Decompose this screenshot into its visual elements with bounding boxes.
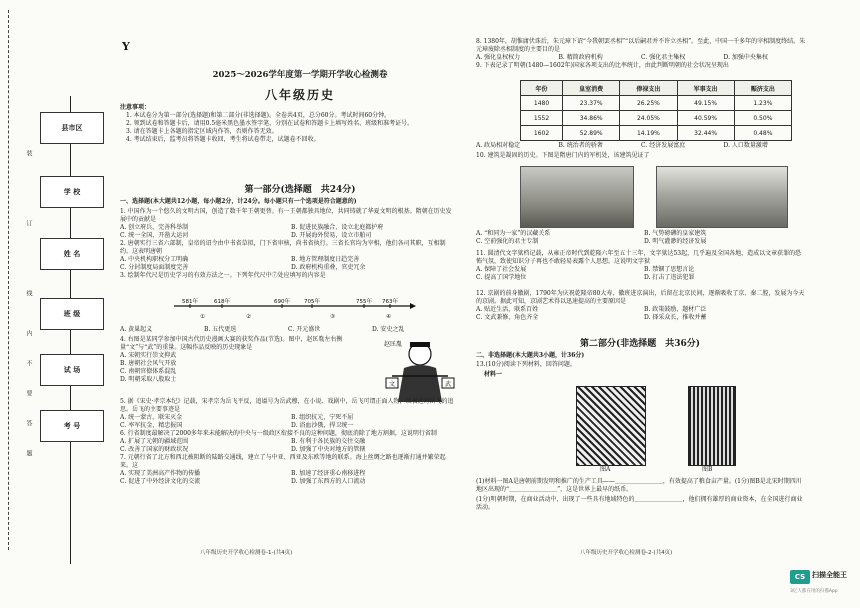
timeline-year: 581年 — [182, 299, 198, 305]
timeline-mark: ④ — [386, 314, 391, 320]
junjichu-photo-1 — [520, 166, 634, 228]
material-label: 材料一 — [484, 371, 503, 378]
question-11 — [476, 250, 806, 282]
cut-label: 要 — [25, 390, 32, 396]
option[interactable]: C. 强化君主集权 — [641, 54, 686, 61]
option[interactable]: A. 黄巢起义 — [120, 326, 153, 333]
zhao-kuangyin-cartoon — [382, 332, 458, 408]
footer-page-1: 八年级历史开学收心检测卷-1-(共4页) — [200, 550, 293, 556]
option[interactable]: B. 统治者的骄奢 — [558, 142, 603, 149]
table-cell: 34.86% — [563, 111, 620, 126]
binding-divider-line — [70, 96, 71, 564]
question-9-options — [476, 142, 806, 150]
field-room-label: 试 场 — [63, 366, 81, 374]
option[interactable]: C. 空前强化的君主专制 — [476, 238, 539, 245]
table-cell: 0.48% — [734, 126, 791, 141]
field-school[interactable] — [40, 176, 104, 208]
table-row — [521, 126, 792, 141]
question-4 — [120, 336, 382, 384]
question-stem: 6. 行省制度最解决了2000多年来未能解决的中央与一级政区衔接不良的这种问题，彻底消除了地方割据，这说明行省制 — [120, 430, 437, 437]
questions-8-9 — [476, 38, 806, 70]
exam-subject: 八年级历史 — [264, 88, 335, 102]
option[interactable]: D. 加强了中央对地方的管辖 — [291, 446, 366, 453]
question-3 — [120, 272, 456, 280]
cut-label: 订 — [25, 220, 32, 226]
table-cell: 26.25% — [620, 96, 677, 111]
field-exam-number[interactable] — [40, 410, 104, 442]
timeline-year: 690年 — [274, 299, 290, 305]
option[interactable]: A. 实现了美洲高产作物的传播 — [120, 470, 201, 477]
table-cell: 52.89% — [563, 126, 620, 141]
footer-page-2: 八年级历史开学收心检测卷-2-(共4页) — [580, 550, 673, 556]
question-2 — [120, 240, 456, 272]
question-10-stem: 10. 建筑是凝固的历史。下图是隋唐门内的军机处，该建筑见证了 — [476, 152, 650, 159]
question-stem: 12. 京剧的前身徽剧，1790年为庆祝乾隆帝80大寿，徽班进京演出，后留在北京民间，逐渐吸收了京、秦二腔，发展为今天的京剧。据此可知，京剧艺术得以迅速提高的主要原因是 — [476, 290, 805, 305]
table-cell: 32.44% — [677, 126, 734, 141]
table-cell: 1.23% — [734, 96, 791, 111]
table-cell: 49.15% — [677, 96, 734, 111]
option[interactable]: C. 提高了国学地位 — [476, 274, 527, 281]
timeline-mark: ③ — [330, 314, 335, 320]
note-item: 2. 领到试卷和答题卡后，请用0.5毫米黑色墨水签字笔，分别在试卷和答题卡上填写姓名、班级和准考证号。 — [126, 120, 414, 127]
option[interactable]: C. 分封制度局面制度完善 — [120, 264, 189, 271]
timeline-mark: ② — [246, 314, 251, 320]
cut-label: 答 — [25, 420, 32, 426]
table-cell: 24.05% — [620, 111, 677, 126]
option[interactable]: D. 安史之乱 — [372, 326, 405, 333]
camscanner-logo: CS — [790, 570, 810, 584]
option[interactable]: B. 有利于各民族的交往交融 — [291, 438, 366, 445]
table-cell: 40.59% — [677, 111, 734, 126]
option[interactable]: D. 打击了违法犯罪 — [644, 274, 695, 281]
questions-1-3 — [120, 208, 456, 280]
table-header-cell: 皇室消费 — [563, 81, 620, 96]
option[interactable]: C. 开元盛世 — [288, 326, 321, 333]
question-6 — [120, 430, 456, 454]
option[interactable]: D. 加强中央集权 — [723, 54, 768, 61]
question-stem: 8. 1380年，胡惟庸伏诛后，朱元璋下诏“今我朝罢丞相”“以后嗣君并不许立丞相”。至此，中国一千多年的宰相制度终结。朱元璋废除丞相制度的主要目的是 — [476, 38, 806, 53]
part1-heading: 第一部分(选择题 共24分) — [244, 185, 356, 195]
option[interactable]: A. 政局相对稳定 — [476, 142, 521, 149]
option[interactable]: B. 促进民族融合，设立北庭都护府 — [291, 224, 384, 231]
question-stem: 4. 右图是某同学参加中国古代历史漫画大赛的获奖作品(节选)。图中，赵匡胤左右衡量“文”与“武”的重量。这幅作品反映的历史现象是 — [120, 336, 343, 351]
field-name-label: 姓 名 — [63, 250, 81, 258]
timeline-figure — [170, 296, 420, 322]
option[interactable]: C. 统一全国，开凿大运河 — [120, 232, 189, 239]
question-13-sub1: (1)材料一图A是唐朝前期发明和推广的生产工具——＿＿＿＿＿＿＿＿，有效提高了粮食亩产量。(1分)图B是北宋时期四川地区出现的“＿＿＿＿＿＿＿＿”，这是世界上最早的纸币。 — [476, 478, 802, 493]
question-5 — [120, 398, 456, 430]
table-row — [521, 111, 792, 126]
option[interactable]: A. 保障了社会发展 — [476, 266, 527, 273]
table-header-cell: 赈济支出 — [734, 81, 791, 96]
option[interactable]: D. 明朝采取八股取士 — [120, 376, 177, 383]
option[interactable]: D. 人口数量激增 — [723, 142, 768, 149]
question-13-stem: 13.(10分)阅读下列材料，回答问题。 — [476, 361, 576, 368]
timeline-year: 705年 — [304, 299, 320, 305]
question-stem: 1. 中国作为一个悠久的文明古国，创造了数千年王朝更替。有一王朝都独具地位，共同铸就了华夏文明的根基。隋朝在历史发展中的贡献是 — [120, 208, 452, 223]
timeline-year: 763年 — [382, 299, 398, 305]
option[interactable]: A. 贴近生活，联系百姓 — [476, 306, 539, 313]
option[interactable]: A. 中央机构职权分工明确 — [120, 256, 189, 263]
option[interactable]: B. 地方管理制度日趋完善 — [291, 256, 360, 263]
question-stem: 2. 唐朝实行三省六部制，皇帝的诏令由中书省草拟，门下省审核，尚书省执行。三省长官均为宰相，他们各司其职，互相制约。这表明唐朝 — [120, 240, 446, 255]
option[interactable]: A. 强化皇权权力 — [476, 54, 521, 61]
corner-mark: Y — [122, 40, 130, 53]
option[interactable]: A. “和同为一家”的汉藏关系 — [476, 230, 551, 237]
camscanner-tagline: 3亿人都在用的扫描App — [790, 589, 838, 594]
table-row — [521, 96, 792, 111]
questions-5-7 — [120, 398, 456, 486]
timeline-year: 618年 — [214, 299, 230, 305]
option[interactable]: B. 五代更迭 — [204, 326, 237, 333]
cut-label: 内 — [25, 330, 32, 336]
field-county[interactable] — [40, 112, 104, 144]
option[interactable]: C. 率军抗金，精忠报国 — [120, 422, 183, 429]
option[interactable]: B. 政策鼓励，题材广泛 — [644, 306, 707, 313]
cut-label: 线 — [25, 290, 32, 296]
question-stem: 7. 元朝行省了北方和西北被阻断的陆路交通线，建立了与中亚、西亚及东欧等地的联系。海上丝绸之路也逐渐打通并繁荣起来。这 — [120, 454, 446, 469]
option[interactable]: C. 促进了中外经济文化的交流 — [120, 478, 201, 485]
table-header-row — [521, 81, 792, 96]
question-13-sub2: (1分)明朝时期，在商业活动中，出现了一些具有地域特色的＿＿＿＿＿＿＿＿，他们拥有雄厚的商业资本，在全国进行商业活动。 — [476, 496, 803, 511]
timeline-mark: ① — [200, 314, 205, 320]
option[interactable]: A. 创立府兵，完善科举制 — [120, 224, 189, 231]
field-name[interactable] — [40, 238, 104, 270]
expenditure-table — [520, 80, 792, 141]
note-item: 3. 请在答题卡上各题的指定区域内作答，否则作答无效。 — [126, 128, 278, 135]
option[interactable]: C. 南朝官僚体系混乱 — [120, 368, 177, 375]
cartoon-label-zhao: 赵匡胤 — [384, 341, 403, 348]
table-cell: 23.37% — [563, 96, 620, 111]
field-county-label: 县市区 — [61, 124, 83, 132]
table-cell: 0.50% — [734, 111, 791, 126]
figure-a-image — [576, 386, 646, 466]
question-10-options — [476, 230, 806, 246]
notes-block — [120, 104, 456, 144]
table-cell: 1602 — [521, 126, 563, 141]
table-cell: 14.19% — [620, 126, 677, 141]
option[interactable]: C. 文武兼修，角色齐全 — [476, 314, 539, 321]
field-room[interactable] — [40, 354, 104, 386]
option[interactable]: D. 浴血沙俄，捍卫统一 — [291, 422, 354, 429]
option[interactable]: D. 政府机构重叠，官吏冗余 — [291, 264, 366, 271]
junjichu-photo-2 — [656, 166, 788, 228]
part1-instruction: 一、选择题(本大题共12小题，每小题2分，计24分。每小题只有一个选项是符合题意的) — [120, 198, 357, 205]
table-header-cell: 年份 — [521, 81, 563, 96]
option[interactable]: B. 精简政府机构 — [558, 54, 603, 61]
option[interactable]: D. 加强了东西方的人口流动 — [291, 478, 366, 485]
option[interactable]: C. 经济发展富庶 — [641, 142, 686, 149]
figure-a-caption: 图A — [600, 466, 611, 473]
option[interactable]: B. 气势磅礴的皇家建筑 — [644, 230, 707, 237]
field-school-label: 学 校 — [63, 188, 81, 196]
option[interactable]: B. 唐朝社会风气开放 — [120, 360, 177, 367]
table-cell: 1480 — [521, 96, 563, 111]
camscanner-brand: 扫描全能王 — [812, 571, 847, 579]
question-12 — [476, 290, 806, 322]
option[interactable]: A. 统一蒙古，联宋灭金 — [120, 414, 183, 421]
question-stem: 5. 据《宋史·孝宗本纪》记载，宋孝宗为岳飞平反，追谥号为岳武穆，在小说、戏剧中，岳飞可谓正面人物，以表达对岳飞的追思。岳飞的主要事迹是 — [120, 398, 454, 413]
exam-title: 2025～2026学年度第一学期开学收心检测卷 — [212, 70, 388, 80]
note-item: 4. 考试结束后，监考员将答题卡收回，考生将试卷带走，试题卷不回收。 — [126, 136, 320, 143]
question-9-stem: 9. 下表记录了明朝(1480—1602年)国家各项支出的比率统计，由此判断明朝的社会状况呈现出 — [476, 62, 729, 69]
cartoon-label-wen: 文 — [389, 381, 396, 388]
question-8 — [476, 38, 806, 62]
cut-label: 装 — [25, 150, 32, 156]
figure-b-image — [688, 386, 736, 466]
option[interactable]: B. 禁锢了思想言论 — [644, 266, 695, 273]
field-exam-number-label: 考 号 — [63, 422, 81, 430]
cartoon-label-wu: 武 — [445, 381, 452, 388]
question-7 — [120, 454, 456, 486]
field-class[interactable] — [40, 298, 104, 330]
option[interactable]: D. 开展海外贸易，设立市舶司 — [291, 232, 372, 239]
table-cell: 1552 — [521, 111, 563, 126]
timeline-year: 755年 — [356, 299, 372, 305]
binding-dotted-line — [8, 10, 15, 550]
timeline-arrow — [410, 303, 416, 309]
question-stem: 3. 绘制年代尺是历史学习的有效方法之一。下列年代尺中⑦处应填写的内容是 — [120, 272, 326, 279]
cut-label: 不 — [25, 360, 32, 366]
option[interactable]: B. 组织抗元，宁死不屈 — [291, 414, 354, 421]
part2-heading: 第二部分(非选择题 共36分) — [579, 339, 701, 349]
note-item: 1. 本试卷分为第一部分(选择题)和第二部分(非选择题)。全卷共4页，总分60分。考试时间60分钟。 — [126, 112, 391, 119]
option[interactable]: A. 宋朝实行崇文抑武 — [120, 352, 177, 359]
question-1 — [120, 208, 456, 240]
option[interactable]: A. 扩展了元朝的疆域范围 — [120, 438, 189, 445]
field-class-label: 班 级 — [63, 310, 81, 318]
option[interactable]: B. 加速了经济重心南移进程 — [291, 470, 366, 477]
table-header-cell: 俸禄支出 — [620, 81, 677, 96]
figure-b-caption: 图B — [702, 466, 713, 473]
notes-heading: 注意事项： — [120, 104, 151, 111]
option[interactable]: D. 明气灌渺的经济发展 — [644, 238, 707, 245]
table-header-cell: 军事支出 — [677, 81, 734, 96]
question-stem: 11. 圆清代文字狱档记载，从雍正帝时代到乾隆六年至五十三年，文字狱达53起，几乎遍及全国各地，造成以文章获罪的恐怖气氛，致使知识分子再也不敢轻易表露个人思想。这说明文字狱 — [476, 250, 802, 265]
option[interactable]: C. 改善了国家的财政状况 — [120, 446, 189, 453]
cut-label: 题 — [25, 450, 32, 456]
part2-instruction: 二、非选择题(本大题共3小题，计36分) — [476, 352, 585, 359]
option[interactable]: D. 择采众长，推收并蓄 — [644, 314, 707, 321]
